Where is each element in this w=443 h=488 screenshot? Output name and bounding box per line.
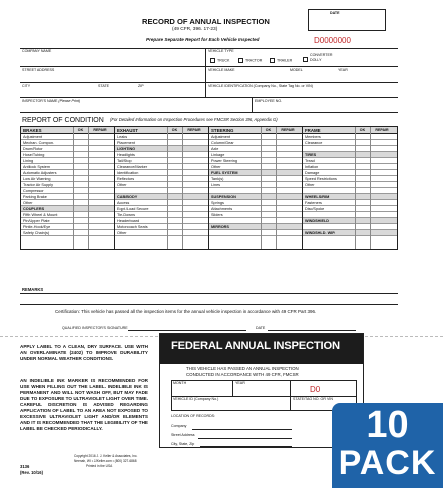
inspection-item-label: Clearance/Marker	[117, 165, 148, 169]
ok-repair-divider	[182, 127, 183, 249]
inspection-item-label: Tank(s)	[211, 177, 224, 181]
remarks-top-line	[20, 293, 398, 294]
inspection-item-label: Tractor Air Supply	[23, 183, 54, 187]
condition-column	[21, 127, 115, 249]
badge-pack: PACK	[338, 444, 437, 482]
inspection-item-label: Hose/Tubing	[23, 153, 45, 157]
column-heading-label: FRAME	[305, 128, 321, 133]
signature-date-label: DATE	[256, 326, 266, 330]
inspection-item-label: Power Steering	[211, 159, 237, 163]
inspection-item-label: Headlights	[117, 153, 135, 157]
inspection-item-label: SUSPENSION	[211, 195, 236, 199]
column-heading	[115, 127, 208, 134]
truck-checkbox[interactable]	[210, 58, 215, 63]
inspection-item-row[interactable]	[115, 230, 208, 236]
inspection-item-label: Parking Brake	[23, 195, 47, 199]
repair-column-label: REPAIR	[375, 128, 389, 132]
state-label: STATE	[98, 84, 110, 88]
label-location-label: LOCATION OF RECORDS:	[171, 414, 216, 418]
inspection-item-label: Identification	[117, 171, 139, 175]
row-line	[20, 97, 398, 98]
inspection-item-label: Adjustment	[211, 135, 230, 139]
ok-repair-divider	[276, 127, 277, 249]
inspection-item-label: Sliders	[211, 213, 223, 217]
inspection-item-label: LIGHTING	[117, 147, 136, 151]
inspection-item-label: Automatic Adjusters	[23, 171, 57, 175]
street-address-field[interactable]	[21, 73, 203, 82]
column-heading-label: BRAKES	[23, 128, 42, 133]
label-title: FEDERAL ANNUAL INSPECTION	[171, 340, 340, 352]
condition-column	[209, 127, 303, 249]
inspection-item-label: Linkage	[211, 153, 225, 157]
signature-line[interactable]	[128, 330, 246, 331]
inspection-item-label: Leaks	[117, 135, 128, 139]
tractor-option[interactable]	[238, 58, 262, 63]
inspection-item-label: Springs	[211, 201, 224, 205]
form-title: RECORD OF ANNUAL INSPECTION	[142, 17, 270, 26]
remarks-field[interactable]	[20, 294, 398, 304]
trailer-label: TRAILER	[277, 58, 293, 63]
condition-note: (For Detailed Information on Inspection Procedures see FMCSR Section 396, Appendix G)	[110, 117, 278, 122]
tractor-checkbox[interactable]	[238, 58, 243, 63]
inspection-item-label: Low Air Warning	[23, 177, 51, 181]
copyright-contact: Neenah, WI • JJKeller.com • (800) 327-6868	[74, 459, 137, 463]
label-month-label: MONTH	[173, 381, 187, 385]
label-street-label: Street Address	[171, 433, 195, 437]
inspection-item-label: Fasteners	[305, 201, 322, 205]
inspection-item-label: Eqpt./Load Secure	[117, 207, 149, 211]
instructions-marker: AN INDELIBLE INK MARKER IS RECOMMENDED FOR USE WHEN FILLING OUT THE LABEL. INDELIBLE INK IS PERMANENT AND WILL NOT WASH OFF, BUT MAY FADE DUE TO EXPOSURE TO ULTRAVIOLET LIGHT OVER TIME. CAREFUL DISCRETION IS ADVISED REGARDING APPLICATION OF LABEL TO AN AREA NOT EXPOSED TO EXCESSIVE ULTRAVIOLET LIGHT AND/OR ELEMENTS AND IT IS RECOMMENDED THAT THE LEGIBILITY OF THE LABEL BE CHECKED PERIODICALLY.	[20, 378, 148, 431]
repair-column-label: REPAIR	[93, 128, 107, 132]
date-label: DATE	[330, 11, 340, 15]
inspection-item-label: Motorcoach Seats	[117, 225, 148, 229]
condition-column	[303, 127, 397, 249]
inspection-item-label: CAB/BODY	[117, 195, 138, 199]
inspection-item-label: Headerboard	[117, 219, 140, 223]
label-grid-line	[290, 380, 291, 411]
label-line2: CONDUCTED IN ACCORDANCE WITH 49 CFR, FMCSR	[186, 372, 299, 377]
company-name-label: COMPANY NAME	[22, 49, 52, 53]
inspector-name-text: INSPECTOR'S NAME	[22, 99, 58, 103]
zip-label: ZIP	[138, 84, 144, 88]
inspector-name-field[interactable]	[21, 104, 250, 112]
vehicle-make-field[interactable]	[207, 73, 397, 82]
inspection-item-label: MIRRORS	[211, 225, 229, 229]
truck-label: TRUCK	[217, 58, 230, 63]
inspection-item-label: Antilock System	[23, 165, 51, 169]
inspection-item-label: Speed Restrictions	[305, 177, 337, 181]
inspection-item-label: TIRES	[305, 153, 317, 157]
column-heading	[303, 127, 397, 134]
condition-title: REPORT OF CONDITION	[22, 117, 104, 124]
col-line	[205, 48, 206, 97]
employee-no-field[interactable]	[254, 104, 397, 112]
label-header	[160, 334, 363, 364]
date-box[interactable]	[308, 9, 386, 31]
inspection-item-label: Disc/Spoke	[305, 207, 325, 211]
row-line	[20, 82, 398, 83]
converter-dolly-checkbox[interactable]	[303, 57, 308, 62]
inspection-item-label: Pin/Upper Plate	[23, 219, 50, 223]
label-street-line[interactable]	[198, 438, 292, 439]
inspection-item-label: Tail/Stop	[117, 159, 132, 163]
form-subtitle: Prepare Separate Report for Each Vehicle Inspected	[146, 37, 260, 42]
certification-text: Certification: This vehicle has passed all the inspection items for the annual vehicle inspection in accordance with 49 CFR Part 396.	[55, 309, 317, 314]
ok-repair-divider	[88, 127, 89, 249]
ok-repair-divider	[370, 127, 371, 249]
trailer-checkbox[interactable]	[270, 58, 275, 63]
inspection-item-label: Fifth Wheel & Mount	[23, 213, 58, 217]
label-grid-line	[232, 380, 233, 396]
inspection-item-label: Clearance	[305, 141, 323, 145]
row-line	[20, 66, 398, 67]
vehicle-make-label: VEHICLE MAKE	[208, 68, 235, 72]
label-serial-fragment: D0	[310, 385, 321, 394]
inspection-item-label: Pintle-Hook/Eye	[23, 225, 51, 229]
employee-no-label: EMPLOYEE NO.	[255, 99, 283, 103]
inspection-item-label: Adjustment	[23, 135, 42, 139]
inspection-item-label: Reflectors	[117, 177, 135, 181]
condition-column	[115, 127, 209, 249]
signature-date-line[interactable]	[268, 330, 356, 331]
inspection-item-label: COUPLERS	[23, 207, 45, 211]
ok-column-label: OK	[265, 128, 272, 132]
repair-column-label: REPAIR	[187, 128, 201, 132]
inspection-item-label: Other	[117, 231, 127, 235]
inspection-item-label: Other	[23, 201, 33, 205]
instructions-apply: APPLY LABEL TO A CLEAN, DRY SURFACE. USE WITH AN OVERLAMINATE (2402) TO IMPROVE DURABILITY UNDER NORMAL WEATHER CONDITIONS.	[20, 344, 148, 361]
converter-dolly-option[interactable]	[303, 53, 339, 63]
label-company-line[interactable]	[192, 429, 292, 430]
converter-dolly-label: CONVERTER DOLLY	[310, 53, 333, 62]
form-cfr: (49 CFR, 396. 17-23)	[172, 27, 218, 32]
inspection-item-label: Drum/Rotor	[23, 147, 43, 151]
inspection-item-label: Other	[211, 165, 221, 169]
ok-repair-divider	[261, 127, 262, 249]
form-revision: (Rev. 10/16)	[20, 470, 43, 475]
label-year-label: YEAR	[235, 381, 245, 385]
truck-option[interactable]	[210, 58, 229, 63]
tractor-label: TRACTOR	[245, 58, 263, 63]
year-label: YEAR	[338, 68, 348, 72]
please-print-note: (Please Print)	[58, 99, 81, 103]
ok-repair-divider	[73, 127, 74, 249]
column-heading-label: STEERING	[211, 128, 234, 133]
inspection-item-label: Other	[305, 183, 315, 187]
inspection-item-label: Damage	[305, 171, 320, 175]
city-state-zip-field[interactable]	[21, 89, 203, 97]
inspection-item-label: Inflation	[305, 165, 319, 169]
vehicle-type-label: VEHICLE TYPE	[208, 49, 234, 53]
inspection-item-label: Members	[305, 135, 321, 139]
inspection-item-row[interactable]	[21, 230, 114, 236]
inspection-item-label: Tread	[305, 159, 315, 163]
label-city-label: City, State, Zip	[171, 442, 195, 446]
inspection-item-label: Compressor	[23, 189, 44, 193]
vehicle-id-label: VEHICLE IDENTIFICATION (Company No., State Tag No. or VIN)	[208, 84, 313, 88]
inspection-item-label: Axle	[211, 147, 219, 151]
column-heading	[209, 127, 302, 134]
inspection-item-label: Lines	[211, 183, 221, 187]
signature-label: QUALIFIED INSPECTOR'S SIGNATURE	[62, 326, 128, 330]
serial-number: D0000000	[314, 36, 351, 45]
trailer-option[interactable]	[270, 58, 292, 63]
inspection-item-label: FUEL SYSTEM	[211, 171, 238, 175]
copyright-line: Copyright 2016 J. J. Keller & Associates, Inc.	[74, 454, 138, 458]
inspection-item-label: Safety Chain(s)	[23, 231, 50, 235]
condition-columns	[21, 127, 397, 249]
col-line	[252, 97, 253, 112]
section-heading	[303, 230, 397, 236]
inspection-item-label: Column/Gear	[211, 141, 234, 145]
form-number: 3136	[20, 464, 30, 469]
column-heading	[21, 127, 114, 134]
repair-column-label: REPAIR	[281, 128, 295, 132]
inspection-item-label: Other	[117, 183, 127, 187]
ok-column-label: OK	[77, 128, 84, 132]
company-name-field[interactable]	[21, 55, 203, 65]
inspection-item-label: Lining	[23, 159, 34, 163]
ten-pack-badge	[332, 403, 443, 488]
city-label: CITY	[22, 84, 31, 88]
model-label: MODEL	[290, 68, 303, 72]
inspection-item-label: WHEELS/RIM	[305, 195, 330, 199]
inspection-item-row[interactable]	[209, 230, 302, 236]
ok-repair-divider	[355, 127, 356, 249]
inspection-item-label: Tie-Downs	[117, 213, 136, 217]
inspection-item-label: WINDSHIELD	[305, 219, 330, 223]
label-state-tag-label: STATE/TAG NO. OR VIN	[293, 397, 333, 401]
inspection-item-label: Mechan. Compon.	[23, 141, 55, 145]
inspection-item-label: Access	[117, 201, 130, 205]
row-line	[20, 112, 398, 113]
printed-in-usa: Printed in the USA	[86, 464, 113, 468]
label-company-label: Company	[171, 424, 187, 428]
vehicle-id-field[interactable]	[207, 89, 397, 97]
column-heading-label: EXHAUST	[117, 128, 138, 133]
street-address-label: STREET ADDRESS	[22, 68, 55, 72]
inspection-item-label: WINDSHLD. WIP.	[305, 231, 336, 235]
remarks-bottom-line	[20, 304, 398, 305]
label-city-line[interactable]	[200, 446, 292, 447]
label-vehicle-id-label: VEHICLE ID (Company No.)	[173, 397, 219, 401]
remarks-label: REMARKS	[22, 287, 44, 292]
ok-repair-divider	[167, 127, 168, 249]
label-line1: THIS VEHICLE HAS PASSED AN ANNUAL INSPECTION	[186, 366, 299, 371]
badge-number: 10	[366, 404, 409, 446]
ok-column-label: OK	[171, 128, 178, 132]
inspection-item-label: Attachments	[211, 207, 233, 211]
inspection-item-label: Placement	[117, 141, 135, 145]
ok-column-label: OK	[359, 128, 366, 132]
